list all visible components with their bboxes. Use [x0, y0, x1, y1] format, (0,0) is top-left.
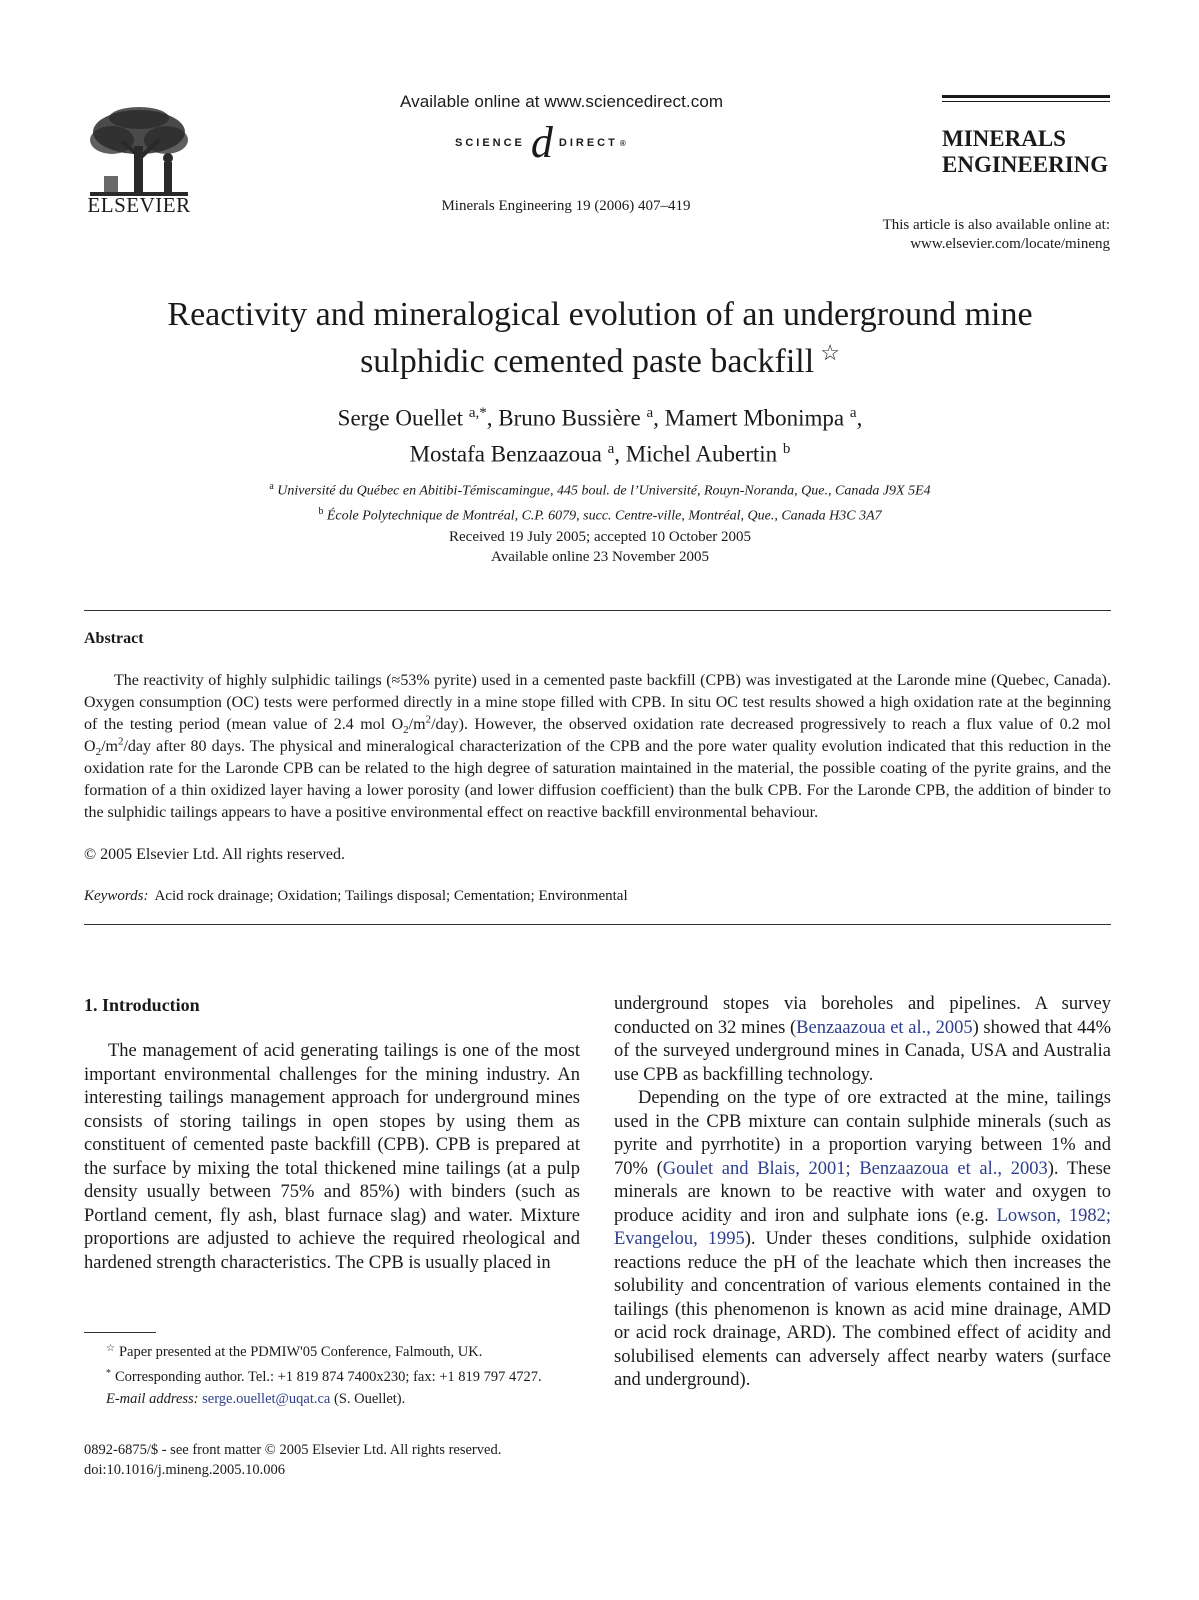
author-name[interactable]: Serge Ouellet	[337, 405, 464, 431]
publisher-name: ELSEVIER	[87, 193, 191, 217]
footnote-email	[84, 1388, 580, 1410]
abstract-copyright: © 2005 Elsevier Ltd. All rights reserved.	[84, 846, 345, 863]
citation-link[interactable]: Benzaazoua et al., 2005	[796, 1017, 973, 1038]
intro-paragraph	[614, 1087, 1111, 1393]
author-separator: ,	[856, 405, 863, 431]
author-name[interactable]: Bruno Bussière	[498, 405, 641, 431]
sd-logo-registered: ®	[619, 138, 626, 148]
author-affiliation-mark: a	[607, 440, 615, 457]
footnote-star-mark: ☆	[106, 1343, 115, 1354]
abstract-text: The reactivity of highly sulphidic tailings (≈53% pyrite) used in a cemented paste backfill (CPB) was investigated at the Laronde mine (Quebec, Canada). Oxygen consumption (OC) tests were performed directly in a mine stope filled with CPB. In situ OC test results showed a high oxidation rate at the beginning of the testing period (mean value of 2.4 mol O	[84, 672, 1111, 733]
abstract-text: /m	[408, 716, 426, 733]
email-link[interactable]: serge.ouellet@uqat.ca	[202, 1391, 331, 1407]
author-name[interactable]: Michel Aubertin	[625, 441, 778, 467]
sd-logo-left: SCIENCE	[455, 137, 525, 149]
affiliations	[80, 477, 1120, 526]
affiliation-mark: b	[318, 505, 324, 517]
journal-rule-thin	[942, 101, 1110, 102]
divider-bottom	[84, 924, 1111, 925]
journal-citation: Minerals Engineering 19 (2006) 407–419	[441, 198, 691, 214]
article-title	[80, 296, 1120, 381]
author-affiliation-mark: a	[646, 405, 654, 421]
front-matter-text: 0892-6875/$ - see front matter © 2005 Elsevier Ltd. All rights reserved.	[84, 1442, 502, 1458]
footnote-text: (S. Ouellet).	[330, 1391, 406, 1407]
intro-paragraph	[614, 993, 1111, 1087]
footnote-text: Paper presented at the PDMIW'05 Conference, Falmouth, UK.	[118, 1344, 483, 1360]
abstract-heading: Abstract	[84, 630, 144, 647]
citation-link[interactable]: Goulet and Blais, 2001; Benzaazoua et al., 2003	[662, 1158, 1048, 1179]
author-name[interactable]: Mostafa Benzaazoua	[409, 441, 602, 467]
email-label: E-mail address:	[106, 1391, 199, 1407]
sd-logo-mark: d	[530, 118, 553, 167]
footnote-corresponding	[84, 1363, 580, 1388]
citation-link[interactable]: Lowson, 1982; Evangelou, 1995	[614, 1205, 1111, 1249]
intro-paragraph: The management of acid generating tailings is one of the most important environmental challenges for the mining industry. An interesting tailings management approach for underground mines consists of storing tailings in open stopes by using them as constituent of cemented paste backfill (CPB). CPB is prepared at the surface by mixing the total thickened mine tailings (at a pulp density usually between 75% and 85%) with binders (such as Portland cement, fly ash, blast furnace slag) and water. Mixture proportions are adjusted to achieve the required rheological and hardened strength characteristics. The CPB is usually placed in	[84, 1041, 580, 1273]
title-footnote-star[interactable]: ☆	[820, 340, 840, 365]
online-availability-note	[760, 216, 1110, 254]
footnotes	[84, 1338, 580, 1410]
paragraph-text: ). Under theses conditions, sulphide oxidation reactions reduce the pH of the leachate which then increases the solubility and concentration of various elements contained in the tailings (this phenomenon is known as acid mine drainage, AMD or acid rock drainage, ARD). The combined effect of acidity and solubilised elements can adversely affect nearby waters (surface and underground).	[614, 1229, 1111, 1390]
journal-rule-thick	[942, 95, 1110, 98]
paragraph-text: ) showed that 44% of the surveyed underground mines in Canada, USA and Australia use CPB as backfilling technology.	[614, 1017, 1112, 1085]
online-note-url[interactable]: www.elsevier.com/locate/mineng	[910, 236, 1110, 252]
abstract-text: /m	[101, 738, 118, 755]
superscript: 2	[425, 713, 432, 726]
affiliation-text: École Polytechnique de Montréal, C.P. 6079, succ. Centre-ville, Montréal, Que., Canada H3C 3A7	[326, 508, 882, 524]
footnote-asterisk-mark: *	[106, 1368, 111, 1379]
keywords-list: Acid rock drainage; Oxidation; Tailings disposal; Cementation; Environmental	[154, 888, 628, 904]
affiliation-text: Université du Québec en Abitibi-Témiscamingue, 445 boul. de l’Université, Rouyn-Noranda, Que., Canada J9X 5E4	[277, 483, 931, 499]
affiliation-mark: a	[269, 481, 274, 492]
author-affiliation-mark: a	[849, 405, 857, 421]
received-date: Received 19 July 2005; accepted 10 October 2005	[449, 529, 751, 545]
author-affiliation-mark: b	[782, 440, 791, 457]
journal-title	[942, 126, 1108, 178]
article-title-line1: Reactivity and mineralogical evolution of an underground mine	[167, 296, 1033, 333]
keywords	[84, 888, 628, 905]
sd-logo-right: DIRECT	[558, 137, 618, 149]
footnote-text: Corresponding author. Tel.: +1 819 874 7400x230; fax: +1 819 797 4727.	[115, 1369, 542, 1385]
journal-title-line1: MINERALS	[942, 126, 1066, 151]
divider-top	[84, 610, 1111, 611]
superscript: 2	[117, 735, 124, 748]
author-name[interactable]: Mamert Mbonimpa	[664, 405, 845, 431]
right-column	[614, 993, 1111, 1393]
author-list	[80, 398, 1120, 469]
paragraph-text: Depending on the type of ore extracted at the mine, tailings used in the CPB mixture can contain sulphide minerals (such as pyrite and pyrrhotite) in a proportion varying between 1% and 70% (	[614, 1088, 1111, 1179]
abstract-text: /day). However, the observed oxidation rate decreased progressively to reach a flux value of 0.2 mol O	[84, 716, 1111, 755]
sciencedirect-logo	[455, 118, 626, 167]
journal-title-line2: ENGINEERING	[942, 152, 1109, 177]
article-title-line2: sulphidic cemented paste backfill	[360, 343, 815, 380]
subscript: 2	[95, 746, 102, 759]
section-heading-introduction: 1. Introduction	[84, 995, 200, 1015]
doi-text[interactable]: doi:10.1016/j.mineng.2005.10.006	[84, 1462, 285, 1478]
paragraph-text: ). These minerals are known to be reactive with water and oxygen to produce acidity and iron and sulphate ions (e.g.	[614, 1158, 1112, 1226]
left-column	[84, 1040, 580, 1275]
author-separator: ,	[486, 405, 499, 431]
abstract-body	[84, 670, 1111, 824]
available-date: Available online 23 November 2005	[491, 549, 709, 565]
available-online-text: Available online at www.sciencedirect.com	[400, 92, 724, 111]
front-matter	[84, 1440, 580, 1480]
author-affiliation-mark: a,*	[468, 405, 487, 421]
author-separator: ,	[653, 405, 665, 431]
author-separator: ,	[614, 441, 626, 467]
paragraph-text: underground stopes via boreholes and pipelines. A survey conducted on 32 mines (	[614, 994, 1111, 1038]
keywords-label: Keywords:	[84, 888, 149, 904]
subscript: 2	[403, 724, 409, 737]
article-dates	[80, 527, 1120, 567]
footnote-rule	[84, 1332, 156, 1333]
abstract-text: /day after 80 days. The physical and mineralogical characterization of the CPB and the pore water quality evolution indicated that this reduction in the oxidation rate for the Laronde CPB can be related to the high degree of saturation maintained in the material, the possible coating of the pyrite grains, and the formation of a thin oxidized layer having a lower porosity (and lower diffusion coefficient) than the bulk CPB. For the Laronde CPB, the addition of binder to the sulphidic tailings appears to have a positive environmental effect on reactive backfill environmental behaviour.	[84, 738, 1111, 821]
footnote-conference	[84, 1338, 580, 1363]
online-note-line1: This article is also available online at:	[882, 217, 1110, 233]
